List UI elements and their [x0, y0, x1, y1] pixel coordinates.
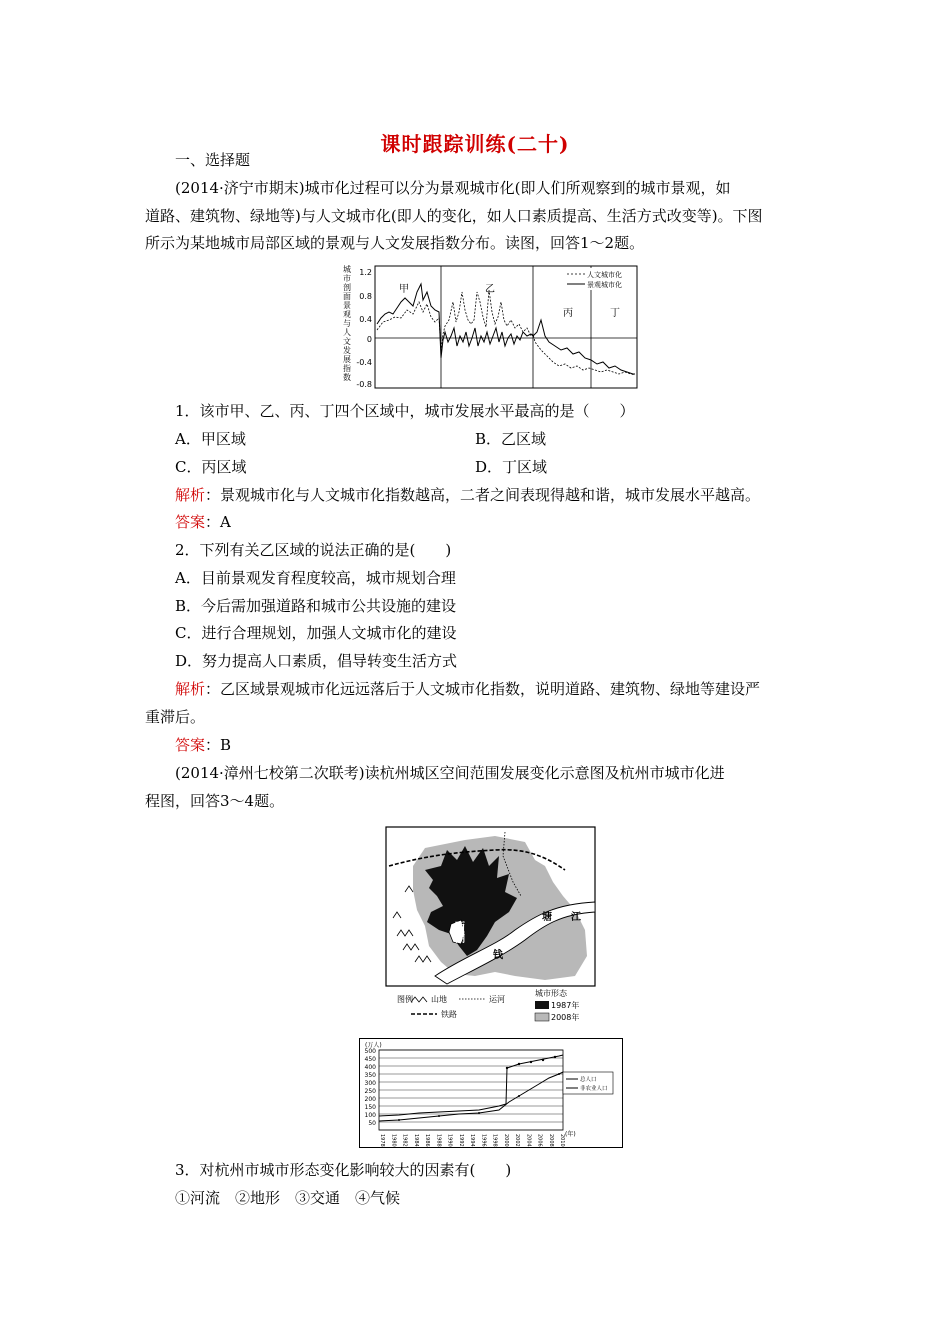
legend-title: 图例 — [397, 995, 413, 1004]
y-tick: 150 — [364, 1104, 376, 1111]
hangzhou-population-chart — [359, 1038, 623, 1148]
q1-option-c: C．丙区域 — [175, 458, 247, 476]
map-label-tang: 塘 — [542, 912, 552, 923]
y-tick: 450 — [364, 1056, 376, 1063]
y-tick: 0.8 — [359, 292, 372, 301]
x-tick: 1998 — [491, 1134, 498, 1147]
ylabel-char: 景 — [343, 301, 351, 310]
x-tick: 1992 — [457, 1134, 464, 1147]
region-label: 丙 — [563, 308, 573, 319]
legend-human: 人文城市化 — [587, 271, 622, 279]
y-tick: 250 — [364, 1088, 376, 1095]
y-tick: 350 — [364, 1072, 376, 1079]
x-tick: 1980 — [390, 1134, 397, 1147]
answer-text: ：A — [205, 513, 231, 531]
x-tick: 1990 — [446, 1134, 453, 1147]
legend-2008: 2008年 — [551, 1013, 580, 1022]
legend-landscape: 景观城市化 — [587, 281, 622, 289]
y-tick: -0.8 — [356, 380, 372, 389]
map-label-hu: 湖 — [455, 934, 465, 945]
x-tick: 2002 — [514, 1134, 520, 1147]
legend-railway: 铁路 — [441, 1010, 457, 1019]
y-unit: (万人) — [365, 1042, 382, 1049]
ylabel-char: 城 — [343, 265, 351, 274]
page-title: 课时跟踪训练(二十) — [380, 132, 570, 156]
legend-urban-form: 城市形态 — [535, 989, 567, 998]
y-tick: 0 — [366, 335, 372, 344]
y-tick: 500 — [364, 1048, 376, 1055]
analysis-label: 解析 — [175, 680, 206, 698]
q2-option-a: A．目前景观发育程度较高，城市规划合理 — [175, 569, 456, 587]
map-label-qian: 钱 — [493, 950, 503, 961]
q1-option-a: A．甲区域 — [175, 430, 246, 448]
q2-stem: 2．下列有关乙区域的说法正确的是( ) — [175, 541, 452, 559]
x-tick: 2010 — [559, 1134, 565, 1147]
intro2-line2: 程图，回答3～4题。 — [145, 792, 285, 810]
y-tick: 1.2 — [359, 268, 372, 277]
ylabel-char: 文 — [343, 337, 351, 346]
analysis-text: ：景观城市化与人文城市化指数越高，二者之间表现得越和谐，城市发展水平越高。 — [205, 486, 761, 504]
legend-mountain: 山地 — [431, 995, 447, 1004]
ylabel-char: 人 — [343, 328, 351, 337]
x-tick: 2006 — [536, 1134, 543, 1147]
ylabel-char: 面 — [343, 292, 351, 301]
x-tick: 1994 — [469, 1134, 475, 1147]
legend-1987: 1987年 — [551, 1001, 580, 1010]
map-label-xi: 西 — [455, 922, 465, 933]
region-label: 乙 — [485, 284, 495, 295]
intro1-line2: 道路、建筑物、绿地等)与人文城市化(即人的变化，如人口素质提高、生活方式改变等)。下图 — [145, 207, 763, 225]
hangzhou-map-figure — [385, 826, 597, 1031]
ylabel-char: 数 — [343, 373, 351, 382]
q2-answer — [175, 735, 231, 755]
x-tick: 2000 — [502, 1134, 509, 1147]
x-tick: 1996 — [480, 1134, 487, 1147]
y-tick: 50 — [368, 1120, 376, 1127]
analysis-label: 解析 — [175, 486, 206, 504]
x-tick: 1982 — [401, 1134, 408, 1147]
legend-canal: 运河 — [489, 995, 505, 1004]
answer-label: 答案 — [175, 513, 206, 531]
q1-answer — [175, 512, 231, 532]
q1-option-b: B．乙区域 — [475, 430, 547, 448]
x-tick: 2004 — [525, 1134, 532, 1147]
q1-stem: 1．该市甲、乙、丙、丁四个区域中，城市发展水平最高的是（ ） — [175, 402, 635, 420]
analysis-text: ：乙区域景观城市化远远落后于人文城市化指数，说明道路、建筑物、绿地等建设严 — [205, 680, 761, 698]
q2-analysis-cont: 重滞后。 — [145, 708, 206, 726]
ylabel-char: 观 — [343, 310, 351, 319]
q1-option-d: D．丁区域 — [475, 458, 548, 476]
ylabel-char: 与 — [343, 319, 351, 328]
q3-stem: 3．对杭州市城市形态变化影响较大的因素有( ) — [175, 1161, 512, 1179]
y-tick: -0.4 — [356, 358, 372, 367]
ylabel-char: 展 — [343, 355, 351, 364]
x-tick: 1978 — [379, 1134, 385, 1147]
y-tick: 100 — [364, 1112, 376, 1119]
y-tick: 200 — [364, 1096, 376, 1103]
q2-analysis — [175, 679, 760, 699]
ylabel-char: 市 — [343, 274, 351, 283]
y-tick: 0.4 — [359, 315, 372, 324]
q2-option-d: D．努力提高人口素质，倡导转变生活方式 — [175, 652, 458, 670]
section-heading: 一、选择题 — [175, 151, 251, 169]
ylabel-char: 剖 — [343, 283, 351, 292]
intro1-line3: 所示为某地城市局部区域的景观与人文发展指数分布。读图，回答1～2题。 — [145, 234, 645, 252]
x-tick: 2008 — [547, 1134, 554, 1147]
y-tick: 300 — [364, 1080, 376, 1087]
x-tick: 1986 — [424, 1134, 430, 1147]
q2-option-c: C．进行合理规划，加强人文城市化的建设 — [175, 624, 457, 642]
answer-text: ：B — [205, 736, 232, 754]
q3-options: ①河流 ②地形 ③交通 ④气候 — [175, 1189, 401, 1207]
y-tick: 400 — [364, 1064, 376, 1071]
region-label: 丁 — [610, 308, 620, 319]
intro2-line1: (2014·漳州七校第二次联考)读杭州城区空间范围发展变化示意图及杭州市城市化进 — [175, 764, 725, 782]
region-label: 甲 — [399, 284, 409, 295]
legend-total: 总人口 — [580, 1077, 597, 1083]
x-tick: 1984 — [412, 1134, 419, 1147]
answer-label: 答案 — [175, 736, 206, 754]
q2-option-b: B．今后需加强道路和城市公共设施的建设 — [175, 597, 457, 615]
x-unit: (年) — [565, 1131, 576, 1138]
legend-nonag: 非农业人口 — [580, 1086, 608, 1092]
urbanization-index-figure — [335, 262, 640, 392]
map-label-jiang: 江 — [571, 912, 581, 923]
ylabel-char: 指 — [343, 364, 351, 373]
intro1-line1: (2014·济宁市期末)城市化过程可以分为景观城市化(即人们所观察到的城市景观，如 — [175, 179, 731, 197]
x-tick: 1988 — [435, 1134, 442, 1147]
ylabel-char: 发 — [343, 346, 351, 355]
q1-analysis — [175, 485, 760, 505]
